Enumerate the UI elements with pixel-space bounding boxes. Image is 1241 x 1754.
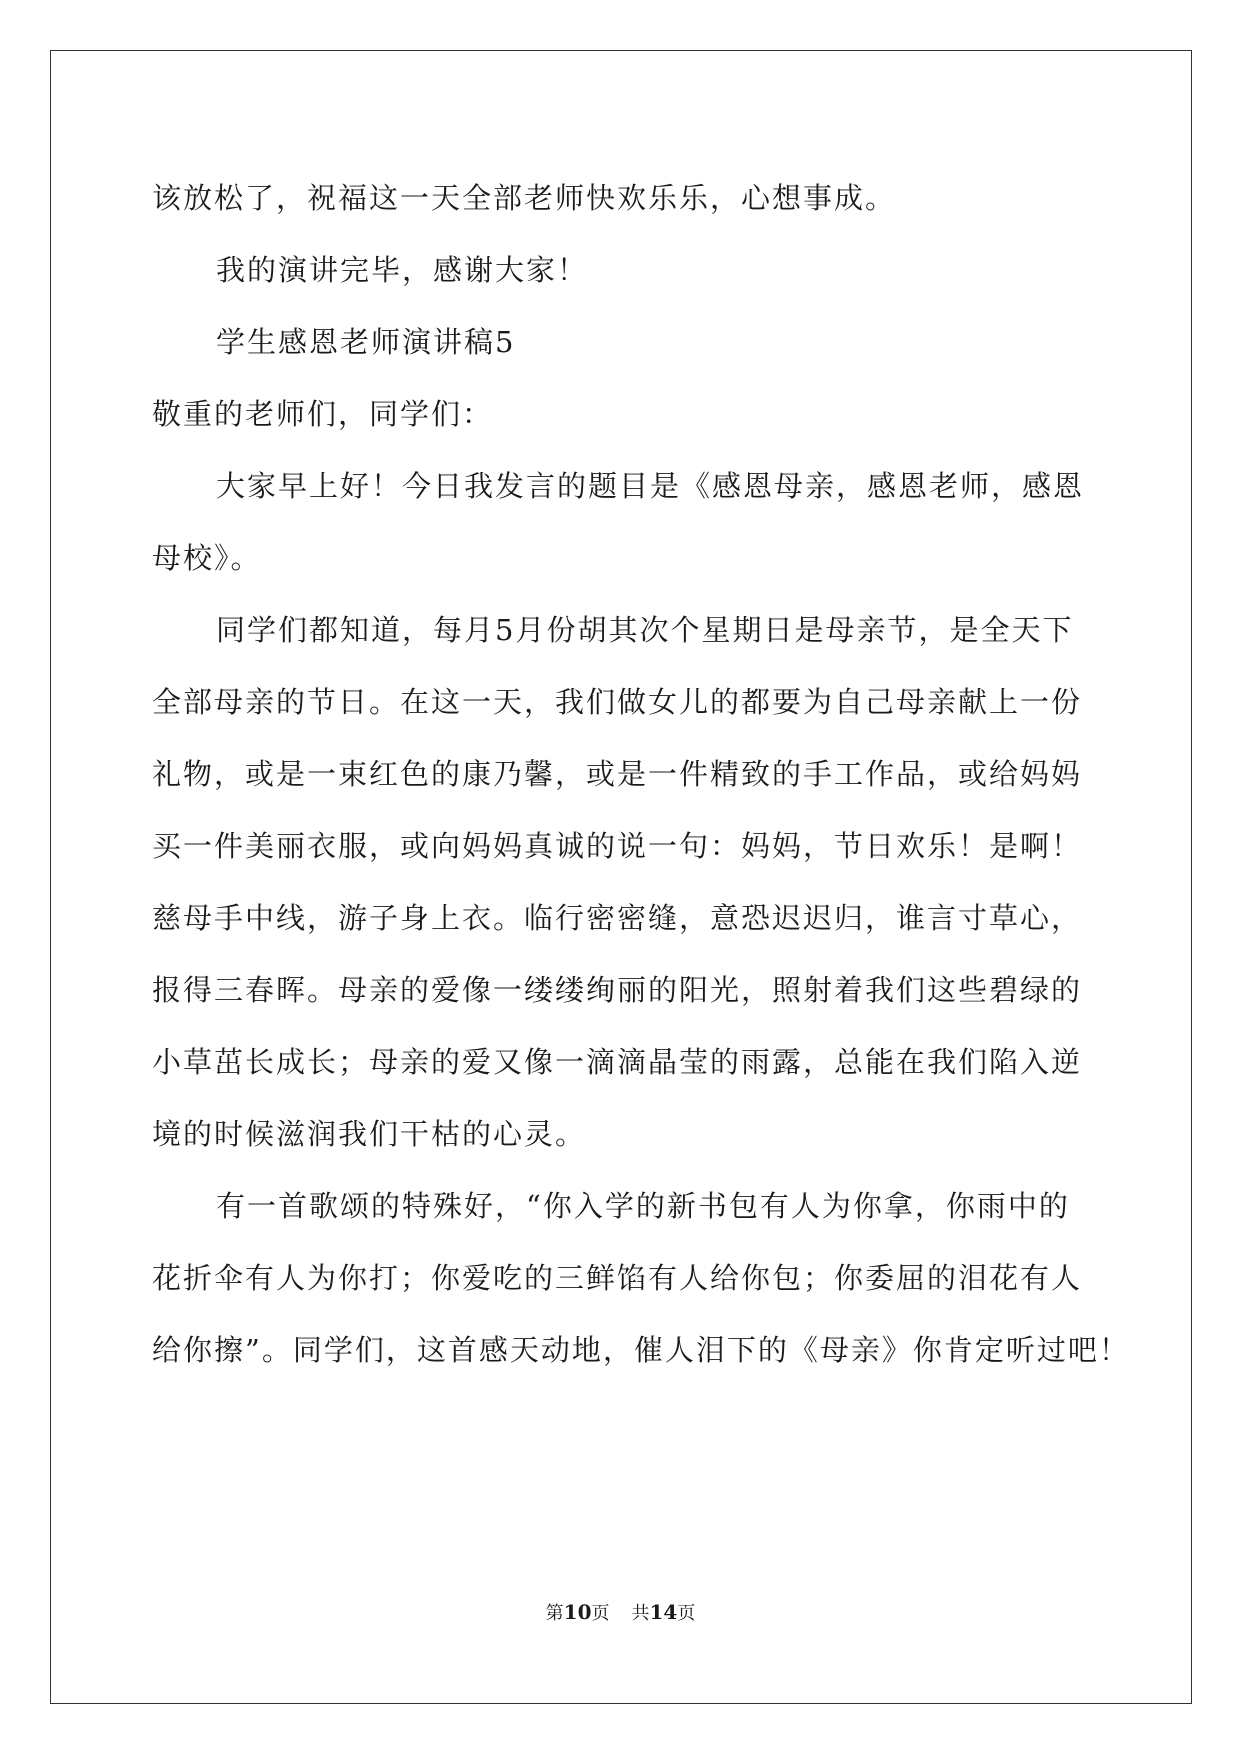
text-line: 该放松了，祝福这一天全部老师快欢乐乐，心想事成。 [152,181,897,215]
total-pages-number: 14 [649,1600,678,1624]
text-line: 慈母手中线，游子身上衣。临行密密缝，意恐迟迟归，谁言寸草心， [152,901,1083,935]
document-body [152,162,1130,1386]
current-page-number: 10 [563,1600,592,1624]
text-line: 礼物，或是一束红色的康乃馨，或是一件精致的手工作品，或给妈妈 [152,757,1083,791]
text-line: 买一件美丽衣服，或向妈妈真诚的说一句：妈妈，节日欢乐！是啊！ [152,829,1083,863]
text-line: 小草茁长成长；母亲的爱又像一滴滴晶莹的雨露，总能在我们陷入逆 [152,1045,1083,1079]
text-line: 境的时候滋润我们干枯的心灵。 [152,1117,587,1151]
total-suffix: 页 [677,1603,696,1624]
page-prefix: 第 [545,1603,564,1624]
page-footer [0,1600,1241,1626]
text-line: 花折伞有人为你打；你爱吃的三鲜馅有人给你包；你委屈的泪花有人 [152,1261,1083,1295]
text-line: 大家早上好！今日我发言的题目是《感恩母亲，感恩老师，感恩 [216,469,1085,503]
page-suffix: 页 [591,1603,610,1624]
text-line: 全部母亲的节日。在这一天，我们做女儿的都要为自己母亲献上一份 [152,685,1083,719]
text-line: 给你擦”。同学们，这首感天动地，催人泪下的《母亲》你肯定听过吧！ [152,1333,1130,1367]
text-line: 报得三春晖。母亲的爱像一缕缕绚丽的阳光，照射着我们这些碧绿的 [152,973,1083,1007]
total-prefix: 共 [631,1603,650,1624]
text-line: 母校》。 [152,541,262,575]
section-heading: 学生感恩老师演讲稿5 [216,325,516,359]
salutation: 敬重的老师们，同学们： [152,397,494,431]
text-line: 同学们都知道，每月5月份胡其次个星期日是母亲节，是全天下 [216,613,1074,647]
text-line: 有一首歌颂的特殊好，“你入学的新书包有人为你拿，你雨中的 [216,1189,1070,1223]
text-line: 我的演讲完毕，感谢大家！ [216,253,589,287]
